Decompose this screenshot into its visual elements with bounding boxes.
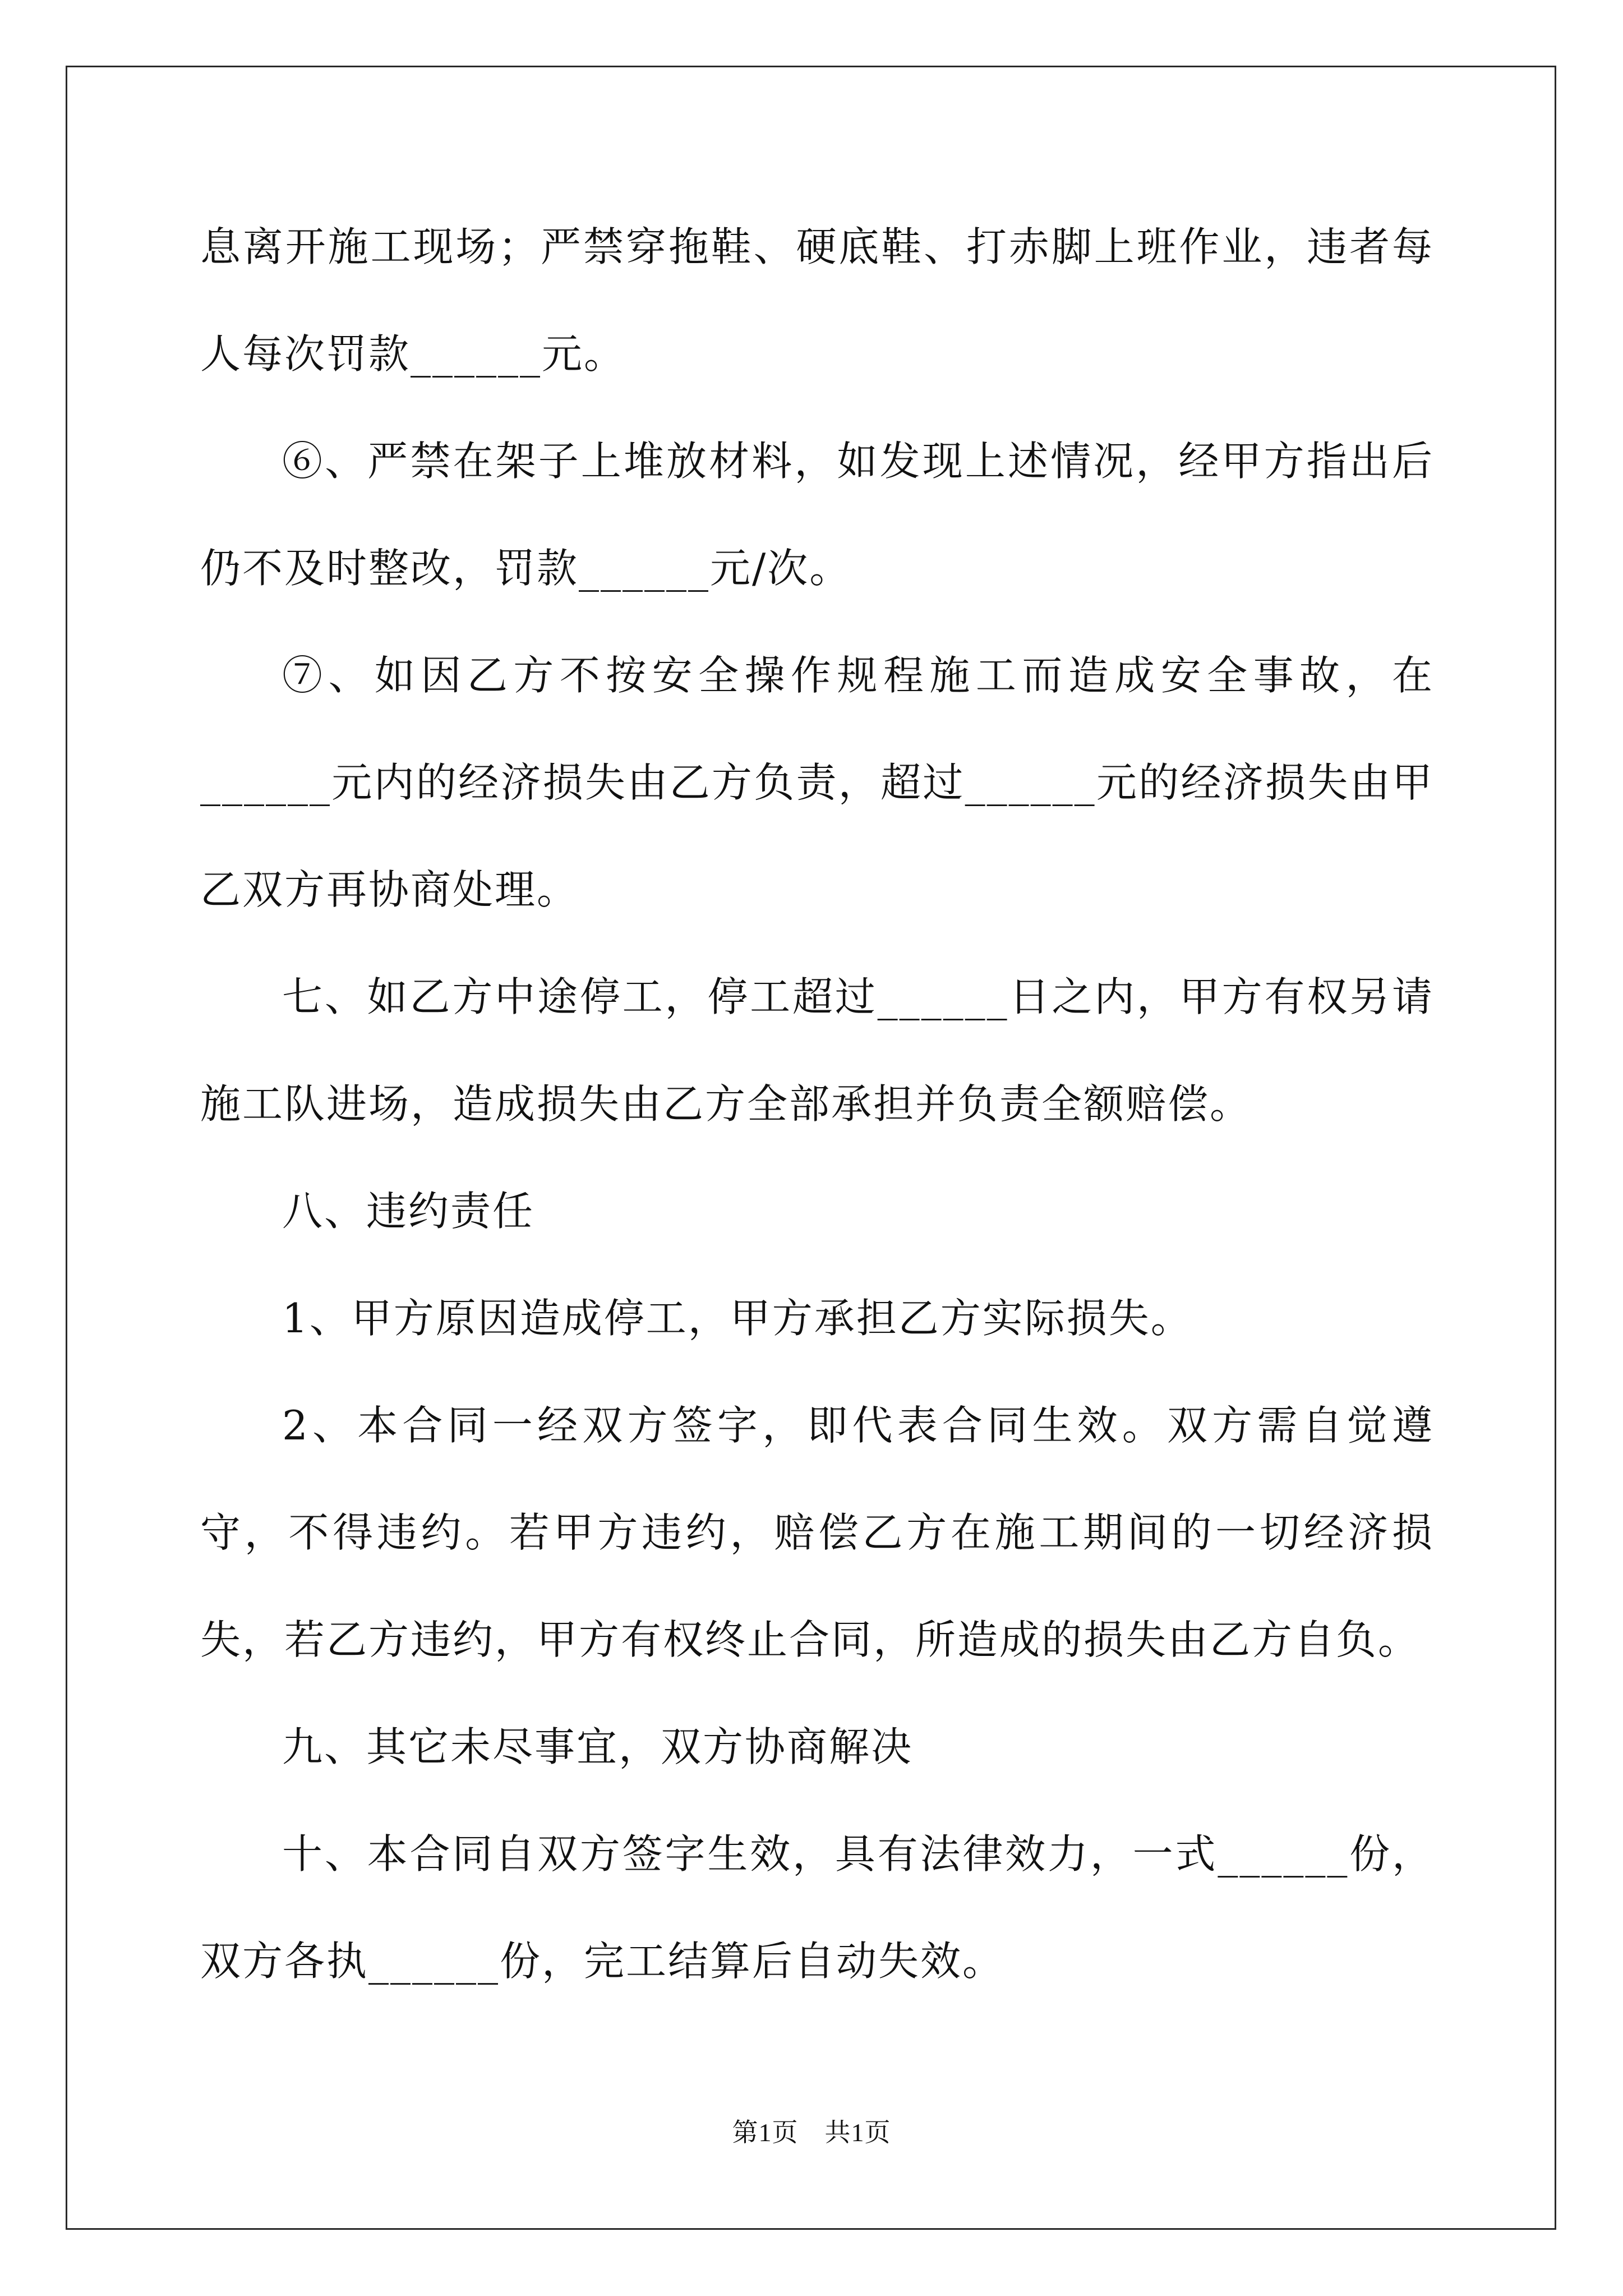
paragraph-7: 2、本合同一经双方签字，即代表合同生效。双方需自觉遵守，不得违约。若甲方违约，赔偿乙方在施工期间的一切经济损失，若乙方违约，甲方有权终止合同，所造成的损失由乙方自负。	[200, 1402, 1434, 1663]
paragraph-3: ⑦、如因乙方不按安全操作规程施工而造成安全事故，在______元内的经济损失由乙方负责，超过______元的经济损失由甲乙双方再协商处理。	[200, 652, 1434, 913]
paragraph-4: 七、如乙方中途停工，停工超过______日之内，甲方有权另请施工队进场，造成损失由乙方全部承担并负责全额赔偿。	[200, 973, 1434, 1128]
page-number-footer: 第1页 共1页	[732, 2118, 891, 2147]
section-heading-breach: 八、违约责任	[282, 1188, 535, 1235]
paragraph-1: 息离开施工现场；严禁穿拖鞋、硬底鞋、打赤脚上班作业，违者每人每次罚款______元。	[200, 223, 1434, 378]
paragraph-6: 1、甲方原因造成停工，甲方承担乙方实际损失。	[282, 1295, 1193, 1342]
paragraph-2: ⑥、严禁在架子上堆放材料，如发现上述情况，经甲方指出后仍不及时整改，罚款______元/次。	[200, 438, 1434, 592]
document-body	[200, 194, 1434, 2015]
paragraph-9: 十、本合同自双方签字生效，具有法律效力，一式______份，双方各执______份，完工结算后自动失效。	[200, 1830, 1434, 1985]
section-heading-other: 九、其它未尽事宜，双方协商解决	[282, 1723, 914, 1770]
